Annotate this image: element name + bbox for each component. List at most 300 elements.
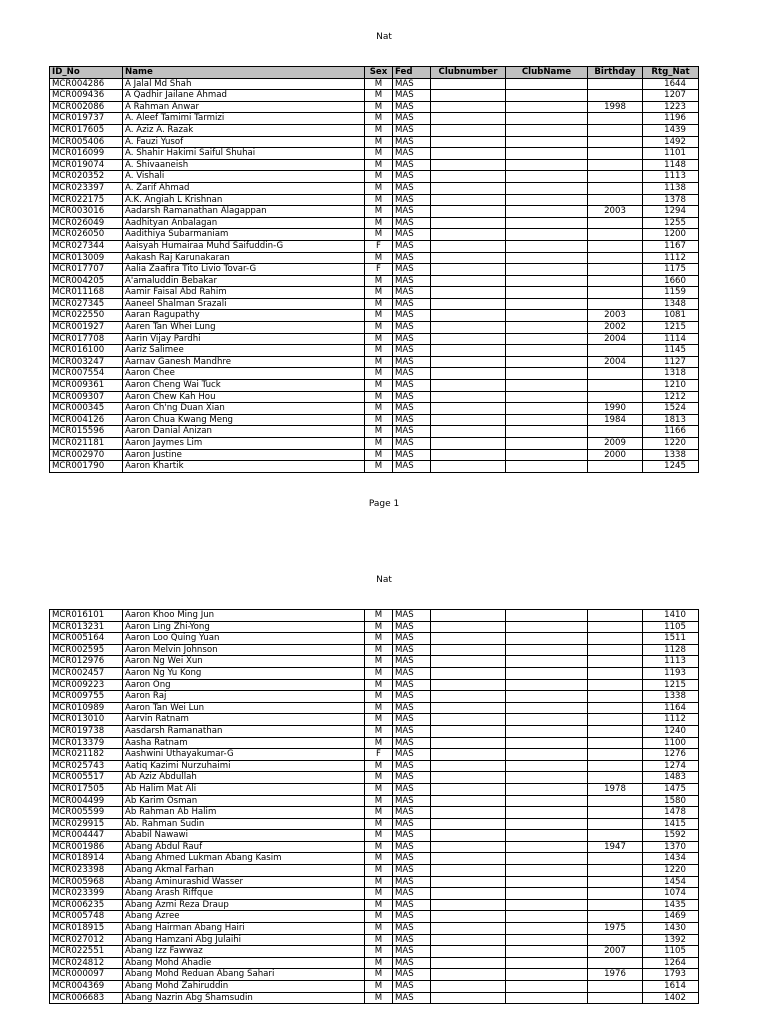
cell-rtg-nat: 1439 (643, 124, 699, 136)
cell-name: Aaron Loo Quing Yuan (123, 633, 365, 645)
cell-fed: MAS (393, 287, 431, 299)
cell-id-no: MCR013009 (50, 252, 123, 264)
cell-clubname (506, 679, 588, 691)
cell-clubname (506, 969, 588, 981)
cell-birthday: 1976 (588, 969, 643, 981)
cell-sex: M (365, 171, 393, 183)
cell-clubnumber (431, 287, 506, 299)
cell-clubnumber (431, 345, 506, 357)
cell-clubname (506, 656, 588, 668)
cell-rtg-nat: 1511 (643, 633, 699, 645)
cell-birthday (588, 194, 643, 206)
cell-rtg-nat: 1113 (643, 171, 699, 183)
cell-id-no: MCR012976 (50, 656, 123, 668)
table-row (50, 403, 699, 415)
table-row (50, 841, 699, 853)
cell-sex: M (365, 772, 393, 784)
cell-rtg-nat: 1112 (643, 714, 699, 726)
cell-id-no: MCR018914 (50, 853, 123, 865)
cell-clubname (506, 772, 588, 784)
cell-name: Aaron Chua Kwang Meng (123, 414, 365, 426)
cell-clubnumber (431, 981, 506, 993)
table-row (50, 795, 699, 807)
cell-name: A'amaluddin Bebakar (123, 275, 365, 287)
table-row (50, 737, 699, 749)
cell-sex: M (365, 818, 393, 830)
cell-birthday (588, 737, 643, 749)
cell-birthday (588, 391, 643, 403)
table-row (50, 438, 699, 450)
cell-clubnumber (431, 264, 506, 276)
cell-rtg-nat: 1430 (643, 923, 699, 935)
cell-rtg-nat: 1074 (643, 888, 699, 900)
cell-id-no: MCR017605 (50, 124, 123, 136)
cell-name: Aakash Raj Karunakaran (123, 252, 365, 264)
cell-sex: M (365, 449, 393, 461)
header-row (50, 67, 699, 79)
cell-clubname (506, 691, 588, 703)
cell-id-no: MCR005748 (50, 911, 123, 923)
cell-rtg-nat: 1348 (643, 298, 699, 310)
cell-clubnumber (431, 414, 506, 426)
cell-rtg-nat: 1164 (643, 702, 699, 714)
cell-rtg-nat: 1592 (643, 830, 699, 842)
cell-clubnumber (431, 957, 506, 969)
cell-name: Aasdarsh Ramanathan (123, 725, 365, 737)
cell-rtg-nat: 1478 (643, 807, 699, 819)
cell-rtg-nat: 1813 (643, 414, 699, 426)
cell-id-no: MCR018915 (50, 923, 123, 935)
cell-clubname (506, 333, 588, 345)
cell-name: Abang Akmal Farhan (123, 865, 365, 877)
cell-name: Abang Hamzani Abg Julaihi (123, 934, 365, 946)
table-row (50, 380, 699, 392)
cell-name: A. Aleef Tamimi Tarmizi (123, 113, 365, 125)
cell-birthday: 2000 (588, 449, 643, 461)
cell-rtg-nat: 1614 (643, 981, 699, 993)
cell-clubnumber (431, 876, 506, 888)
table-row (50, 252, 699, 264)
table-row (50, 298, 699, 310)
cell-name: A.K. Angiah L Krishnan (123, 194, 365, 206)
cell-clubnumber (431, 356, 506, 368)
cell-name: Aaron Raj (123, 691, 365, 703)
cell-sex: M (365, 934, 393, 946)
cell-sex: M (365, 644, 393, 656)
cell-id-no: MCR027012 (50, 934, 123, 946)
cell-clubnumber (431, 772, 506, 784)
cell-fed: MAS (393, 691, 431, 703)
table-row (50, 90, 699, 102)
cell-sex: M (365, 461, 393, 473)
cell-sex: M (365, 830, 393, 842)
cell-clubname (506, 159, 588, 171)
cell-fed: MAS (393, 438, 431, 450)
cell-sex: M (365, 101, 393, 113)
cell-id-no: MCR005517 (50, 772, 123, 784)
cell-clubname (506, 229, 588, 241)
cell-fed: MAS (393, 252, 431, 264)
cell-clubname (506, 923, 588, 935)
cell-clubname (506, 981, 588, 993)
cell-clubname (506, 946, 588, 958)
cell-clubnumber (431, 853, 506, 865)
cell-name: A. Aziz A. Razak (123, 124, 365, 136)
cell-name: Aaron Ng Yu Kong (123, 667, 365, 679)
table-row (50, 876, 699, 888)
sheet-title: Nat (376, 32, 392, 42)
table-row (50, 656, 699, 668)
table-row (50, 644, 699, 656)
cell-id-no: MCR004286 (50, 78, 123, 90)
cell-clubnumber (431, 923, 506, 935)
cell-sex: M (365, 113, 393, 125)
cell-clubnumber (431, 275, 506, 287)
cell-rtg-nat: 1207 (643, 90, 699, 102)
cell-clubnumber (431, 449, 506, 461)
cell-rtg-nat: 1196 (643, 113, 699, 125)
cell-fed: MAS (393, 345, 431, 357)
cell-sex: M (365, 702, 393, 714)
cell-clubnumber (431, 992, 506, 1004)
table-row (50, 946, 699, 958)
cell-birthday: 2009 (588, 438, 643, 450)
table-row (50, 760, 699, 772)
cell-clubname (506, 78, 588, 90)
cell-id-no: MCR019074 (50, 159, 123, 171)
cell-name: Ab Aziz Abdullah (123, 772, 365, 784)
header-name: Name (123, 67, 365, 79)
cell-clubnumber (431, 148, 506, 160)
cell-fed: MAS (393, 679, 431, 691)
cell-id-no: MCR020352 (50, 171, 123, 183)
cell-clubnumber (431, 136, 506, 148)
cell-sex: M (365, 229, 393, 241)
cell-sex: M (365, 310, 393, 322)
cell-birthday (588, 934, 643, 946)
cell-birthday (588, 136, 643, 148)
cell-name: Aaron Justine (123, 449, 365, 461)
cell-clubname (506, 853, 588, 865)
cell-fed: MAS (393, 90, 431, 102)
cell-clubnumber (431, 633, 506, 645)
cell-id-no: MCR001927 (50, 322, 123, 334)
cell-name: Aaron Ling Zhi-Yong (123, 621, 365, 633)
table-row (50, 830, 699, 842)
cell-clubname (506, 818, 588, 830)
cell-fed: MAS (393, 101, 431, 113)
cell-birthday (588, 252, 643, 264)
cell-sex: M (365, 888, 393, 900)
header-rtg-nat: Rtg_Nat (643, 67, 699, 79)
cell-name: Aadithiya Subarmaniam (123, 229, 365, 241)
table-row (50, 148, 699, 160)
cell-id-no: MCR013379 (50, 737, 123, 749)
cell-name: Abang Ahmed Lukman Abang Kasim (123, 853, 365, 865)
table-row (50, 899, 699, 911)
table-row (50, 124, 699, 136)
cell-clubnumber (431, 217, 506, 229)
cell-id-no: MCR023399 (50, 888, 123, 900)
cell-clubname (506, 240, 588, 252)
cell-name: Aaron Ong (123, 679, 365, 691)
cell-birthday (588, 644, 643, 656)
cell-name: Abang Mohd Reduan Abang Sahari (123, 969, 365, 981)
cell-clubnumber (431, 101, 506, 113)
cell-clubname (506, 737, 588, 749)
table-row (50, 853, 699, 865)
cell-fed: MAS (393, 368, 431, 380)
cell-clubnumber (431, 621, 506, 633)
table-row (50, 818, 699, 830)
table-row (50, 449, 699, 461)
table-row (50, 714, 699, 726)
cell-birthday: 2002 (588, 322, 643, 334)
cell-clubname (506, 403, 588, 415)
cell-name: Aaron Ng Wei Xun (123, 656, 365, 668)
cell-clubname (506, 171, 588, 183)
cell-sex: M (365, 691, 393, 703)
cell-name: Aarnav Ganesh Mandhre (123, 356, 365, 368)
cell-sex: M (365, 911, 393, 923)
cell-clubname (506, 911, 588, 923)
cell-clubname (506, 702, 588, 714)
cell-rtg-nat: 1318 (643, 368, 699, 380)
table-row (50, 679, 699, 691)
cell-fed: MAS (393, 969, 431, 981)
cell-name: Abang Hairman Abang Hairi (123, 923, 365, 935)
cell-sex: M (365, 217, 393, 229)
cell-id-no: MCR009307 (50, 391, 123, 403)
cell-rtg-nat: 1294 (643, 206, 699, 218)
cell-sex: M (365, 426, 393, 438)
cell-sex: M (365, 923, 393, 935)
cell-birthday: 1978 (588, 783, 643, 795)
cell-birthday (588, 90, 643, 102)
cell-sex: M (365, 368, 393, 380)
cell-clubnumber (431, 714, 506, 726)
cell-fed: MAS (393, 795, 431, 807)
cell-name: Aaron Ch'ng Duan Xian (123, 403, 365, 415)
cell-id-no: MCR002970 (50, 449, 123, 461)
cell-clubnumber (431, 298, 506, 310)
cell-id-no: MCR013231 (50, 621, 123, 633)
cell-clubname (506, 992, 588, 1004)
cell-clubnumber (431, 644, 506, 656)
cell-birthday: 2007 (588, 946, 643, 958)
cell-rtg-nat: 1215 (643, 322, 699, 334)
cell-fed: MAS (393, 876, 431, 888)
cell-rtg-nat: 1127 (643, 356, 699, 368)
table-row (50, 240, 699, 252)
cell-sex: M (365, 621, 393, 633)
table-row (50, 725, 699, 737)
cell-name: Abang Abdul Rauf (123, 841, 365, 853)
cell-clubname (506, 760, 588, 772)
cell-sex: M (365, 957, 393, 969)
header-sex: Sex (365, 67, 393, 79)
cell-id-no: MCR017708 (50, 333, 123, 345)
table-row (50, 101, 699, 113)
cell-id-no: MCR015596 (50, 426, 123, 438)
cell-name: A. Shivaaneish (123, 159, 365, 171)
cell-birthday: 2003 (588, 206, 643, 218)
cell-fed: MAS (393, 182, 431, 194)
cell-birthday: 2004 (588, 356, 643, 368)
cell-name: Ab. Rahman Sudin (123, 818, 365, 830)
table-row (50, 807, 699, 819)
cell-id-no: MCR005968 (50, 876, 123, 888)
cell-clubname (506, 345, 588, 357)
cell-fed: MAS (393, 981, 431, 993)
cell-id-no: MCR005164 (50, 633, 123, 645)
cell-clubnumber (431, 888, 506, 900)
cell-fed: MAS (393, 171, 431, 183)
cell-rtg-nat: 1469 (643, 911, 699, 923)
cell-birthday (588, 240, 643, 252)
cell-fed: MAS (393, 621, 431, 633)
cell-birthday (588, 911, 643, 923)
cell-id-no: MCR007554 (50, 368, 123, 380)
table-row (50, 368, 699, 380)
cell-sex: M (365, 194, 393, 206)
cell-rtg-nat: 1338 (643, 691, 699, 703)
table-row (50, 322, 699, 334)
cell-clubname (506, 310, 588, 322)
cell-clubnumber (431, 656, 506, 668)
cell-sex: F (365, 240, 393, 252)
cell-fed: MAS (393, 830, 431, 842)
cell-clubnumber (431, 946, 506, 958)
cell-id-no: MCR022550 (50, 310, 123, 322)
table-row (50, 783, 699, 795)
cell-sex: M (365, 981, 393, 993)
cell-clubname (506, 438, 588, 450)
cell-clubname (506, 101, 588, 113)
cell-clubname (506, 136, 588, 148)
cell-name: A. Shahir Hakimi Saiful Shuhai (123, 148, 365, 160)
cell-clubname (506, 449, 588, 461)
cell-fed: MAS (393, 148, 431, 160)
cell-clubname (506, 644, 588, 656)
cell-id-no: MCR010989 (50, 702, 123, 714)
cell-name: Aaron Jaymes Lim (123, 438, 365, 450)
cell-id-no: MCR009755 (50, 691, 123, 703)
cell-birthday (588, 298, 643, 310)
cell-name: Ab Halim Mat Ali (123, 783, 365, 795)
table-row (50, 888, 699, 900)
cell-clubnumber (431, 610, 506, 622)
cell-fed: MAS (393, 159, 431, 171)
cell-rtg-nat: 1483 (643, 772, 699, 784)
cell-clubname (506, 368, 588, 380)
table-row (50, 264, 699, 276)
cell-birthday: 1947 (588, 841, 643, 853)
cell-rtg-nat: 1200 (643, 229, 699, 241)
cell-birthday (588, 113, 643, 125)
cell-id-no: MCR027344 (50, 240, 123, 252)
cell-rtg-nat: 1138 (643, 182, 699, 194)
cell-id-no: MCR021181 (50, 438, 123, 450)
cell-clubnumber (431, 830, 506, 842)
cell-clubname (506, 391, 588, 403)
cell-fed: MAS (393, 333, 431, 345)
cell-name: Aariz Salimee (123, 345, 365, 357)
cell-clubname (506, 830, 588, 842)
cell-birthday (588, 621, 643, 633)
cell-id-no: MCR016099 (50, 148, 123, 160)
cell-id-no: MCR029915 (50, 818, 123, 830)
cell-id-no: MCR001986 (50, 841, 123, 853)
cell-rtg-nat: 1402 (643, 992, 699, 1004)
cell-rtg-nat: 1210 (643, 380, 699, 392)
cell-rtg-nat: 1081 (643, 310, 699, 322)
cell-birthday (588, 888, 643, 900)
cell-id-no: MCR022175 (50, 194, 123, 206)
cell-name: Ab Rahman Ab Halim (123, 807, 365, 819)
cell-clubname (506, 667, 588, 679)
cell-name: Aaisyah Humairaa Muhd Saifuddin-G (123, 240, 365, 252)
cell-fed: MAS (393, 124, 431, 136)
cell-clubnumber (431, 969, 506, 981)
cell-birthday (588, 691, 643, 703)
table-row (50, 865, 699, 877)
cell-sex: M (365, 841, 393, 853)
cell-clubname (506, 322, 588, 334)
header-fed: Fed (393, 67, 431, 79)
cell-clubname (506, 633, 588, 645)
cell-fed: MAS (393, 380, 431, 392)
cell-clubnumber (431, 333, 506, 345)
cell-fed: MAS (393, 426, 431, 438)
cell-birthday (588, 992, 643, 1004)
cell-name: A Qadhir Jailane Ahmad (123, 90, 365, 102)
cell-birthday (588, 633, 643, 645)
cell-sex: M (365, 78, 393, 90)
cell-rtg-nat: 1660 (643, 275, 699, 287)
cell-rtg-nat: 1105 (643, 621, 699, 633)
cell-id-no: MCR005599 (50, 807, 123, 819)
cell-fed: MAS (393, 322, 431, 334)
cell-rtg-nat: 1101 (643, 148, 699, 160)
cell-birthday (588, 795, 643, 807)
cell-fed: MAS (393, 275, 431, 287)
cell-sex: F (365, 264, 393, 276)
cell-name: Aaran Ragupathy (123, 310, 365, 322)
cell-sex: M (365, 876, 393, 888)
cell-birthday (588, 182, 643, 194)
cell-name: Abang Izz Fawwaz (123, 946, 365, 958)
cell-id-no: MCR000345 (50, 403, 123, 415)
table-row (50, 749, 699, 761)
cell-birthday: 1984 (588, 414, 643, 426)
cell-birthday (588, 148, 643, 160)
cell-clubnumber (431, 171, 506, 183)
cell-sex: M (365, 333, 393, 345)
cell-clubnumber (431, 667, 506, 679)
cell-rtg-nat: 1475 (643, 783, 699, 795)
cell-clubnumber (431, 691, 506, 703)
table-row (50, 275, 699, 287)
cell-id-no: MCR002086 (50, 101, 123, 113)
cell-clubname (506, 795, 588, 807)
cell-birthday: 2003 (588, 310, 643, 322)
cell-id-no: MCR004126 (50, 414, 123, 426)
cell-sex: M (365, 159, 393, 171)
cell-birthday (588, 656, 643, 668)
cell-fed: MAS (393, 807, 431, 819)
cell-name: A. Fauzi Yusof (123, 136, 365, 148)
